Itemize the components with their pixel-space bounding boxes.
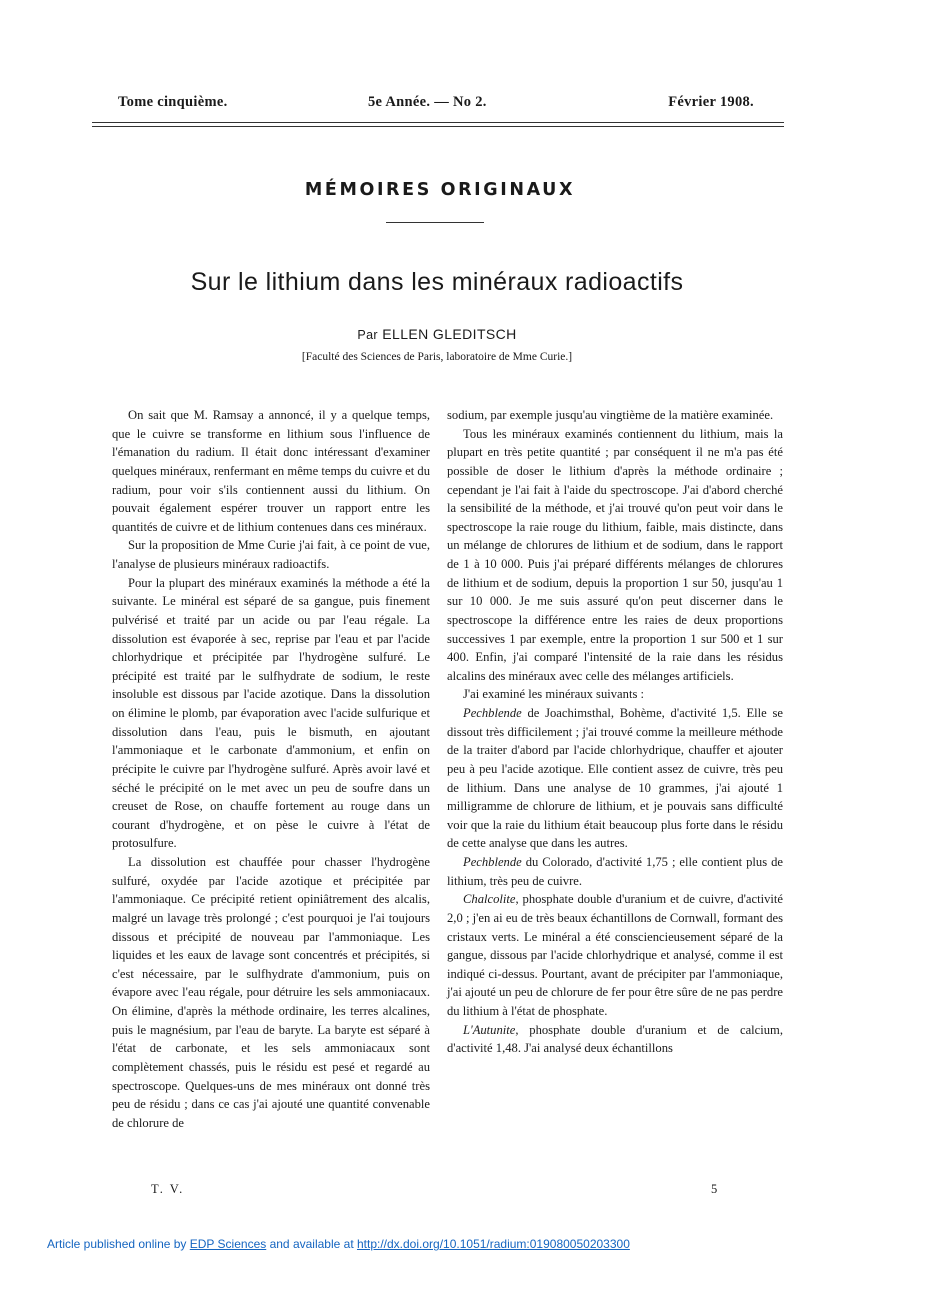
- volume-label: Tome cinquième.: [118, 94, 228, 110]
- paragraph: Tous les minéraux examinés contiennent du lithium, mais la plupart en très petite quantité ; par conséquent il ne m'a pas été possible de doser le lithium d'après la méthode ordinaire ; cependant je l'ai fait à l'aide du spectroscope. J'ai d'abord cherché la sensibilité de la méthode, et j'ai trouvé qu'on peut voir dans le spectroscope la raie rouge du lithium, faible, mais distincte, dans un mélange de chlorures de lithium et de sodium, dans le rapport de 1 à 10 000. Puis j'ai préparé différents mélanges de chlorures de lithium et de sodium, depuis la proportion 1 sur 50, jusqu'au 1 sur 10 000. Je me suis assuré qu'on peut discerner dans le spectroscope la différence entre les raies de deux proportions successives 1 par exemple, entre la proportion 1 sur 500 et 1 sur 400. Enfin, j'ai comparé l'intensité de la raie dans les résidus alcalins des minéraux avec celle des mélanges artificiels.: [447, 426, 783, 683]
- author-name: ELLEN GLEDITSCH: [382, 326, 517, 342]
- author-affiliation: [Faculté des Sciences de Paris, laboratoire de Mme Curie.]: [301, 351, 573, 363]
- byline-prefix: Par: [357, 328, 378, 342]
- byline: [0, 326, 874, 342]
- paragraph: Pour la plupart des minéraux examinés la méthode a été la suivante. Le minéral est séparé de sa gangue, puis finement pulvérisé et traité par un acide ou par l'eau régale. La dissolution est évaporée à sec, reprise par l'eau et par l'acide chlorhydrique et précipitée par l'hydrogène sulfuré. Le précipité est traité par le sulfhydrate de sodium, le reste insoluble est dissous par l'acide azotique. Dans la dissolution on élimine le plomb, par évaporation avec l'acide sulfurique et dissolution dans l'eau, puis le bismuth, en ajoutant l'ammoniaque et le carbonate d'ammonium, et enfin on précipite le cuivre par l'hydrogène sulfuré. Après avoir lavé et séché le précipité on le met avec un peu de soufre dans un creuset de Rose, on chauffe fortement au rouge dans un courant d'hydrogène, et on pèse le cuivre à l'état de protosulfure.: [112, 575, 430, 851]
- mineral-paragraph: L'Autunite, phosphate double d'uranium et de calcium, d'activité 1,48. J'ai analysé deux échantillons: [447, 1022, 783, 1056]
- publication-note: Article published online by EDP Sciences and available at http://dx.doi.org/10.1051/radium:019080050203300: [47, 1237, 630, 1251]
- mineral-name: Chalcolite: [463, 892, 516, 907]
- mineral-paragraph: Pechblende du Colorado, d'activité 1,75 ; elle contient plus de lithium, très peu de cuivre.: [447, 855, 783, 888]
- paragraph: Sur la proposition de Mme Curie j'ai fait, à ce point de vue, l'analyse de plusieurs minéraux radioactifs.: [112, 538, 430, 571]
- paragraph: On sait que M. Ramsay a annoncé, il y a quelque temps, que le cuivre se transforme en lithium sous l'influence de l'émanation du radium. Il était donc intéressant d'examiner quelques minéraux, renfermant en même temps du cuivre et du radium, pour voir s'ils contiennent aussi du lithium. On pouvait également espérer trouver un rapport entre les quantités de cuivre et de lithium contenues dans ces minéraux.: [112, 408, 430, 534]
- doi-link[interactable]: http://dx.doi.org/10.1051/radium:019080050203300: [356, 1237, 630, 1251]
- page-number: 5: [711, 1182, 718, 1196]
- mineral-paragraph: Pechblende de Joachimsthal, Bohème, d'activité 1,5. Elle se dissout très difficilement ; j'ai trouvé comme la meilleure méthode de la traiter d'abord par l'acide chlorhydrique, chauffer et ajouter peu à peu l'acide azotique. Elle contient assez de cuivre, très peu de lithium. Dans une analyse de 10 grammes, j'ai ajouté 1 milligramme de chlorure de lithium, et je pouvais sans difficulté voir que la raie du lithium était beaucoup plus forte dans le résidu de cette analyse que dans les autres.: [447, 706, 783, 851]
- section-title: MÉMOIRES ORIGINAUX: [304, 180, 576, 200]
- mineral-name: L'Autunite: [463, 1022, 516, 1037]
- left-column: [112, 406, 430, 1132]
- issue-label: 5e Année. — No 2.: [368, 94, 487, 110]
- article-title: Sur le lithium dans les minéraux radioactifs: [190, 268, 684, 296]
- date-label: Février 1908.: [668, 94, 754, 110]
- mineral-name: Pechblende: [463, 855, 522, 869]
- paragraph: sodium, par exemple jusqu'au vingtième de la matière examinée.: [447, 408, 774, 422]
- mineral-name: Pechblende: [463, 706, 522, 720]
- right-column: [447, 406, 783, 1058]
- publisher-link[interactable]: EDP Sciences: [189, 1237, 267, 1251]
- header-rule-top: [92, 122, 784, 123]
- paragraph: La dissolution est chauffée pour chasser l'hydrogène sulfuré, oxydée par l'acide azotique et précipitée par l'ammoniaque. Ce précipité retient opiniâtrement des alcalis, malgré un lavage très prolongé ; c'est pourquoi je l'ai toujours dissous et précipité de nouveau par l'ammoniaque. Les liquides et les eaux de lavage sont concentrés et précipités, si c'est nécessaire, par le sulfhydrate d'ammonium, puis on évapore avec l'eau régale, pour détruire les sels ammoniacaux. On élimine, d'après la méthode ordinaire, les terres alcalines, puis le magnésium, par l'eau de baryte. La baryte est séparé à l'état de carbonate, et les sels ammoniacaux sont complètement chassés, puis le résidu est pesé et regardé au spectroscope. Quelques-uns de mes minéraux ont donné très peu de résidu ; dans ce cas j'ai ajouté une quantité convenable de chlorure de: [112, 855, 430, 1130]
- paragraph: J'ai examiné les minéraux suivants :: [463, 687, 644, 702]
- mineral-paragraph: Chalcolite, phosphate double d'uranium et de cuivre, d'activité 2,0 ; j'en ai eu de très beaux échantillons de Cornwall, formant des cristaux verts. Le minéral a été consciencieusement séparé de la gangue, dissous par l'acide chlorhydrique et analysé, comme il est indiqué ci-dessus. Pourtant, avant de précipiter par l'ammoniaque, j'ai ajouté un peu de chlorure de fer pour être sûre de ne pas perdre du lithium à l'état de phosphate.: [447, 892, 783, 1018]
- header-rule-bottom: [92, 126, 784, 127]
- footer-signature: T. V.: [151, 1182, 185, 1196]
- section-rule: [386, 222, 484, 223]
